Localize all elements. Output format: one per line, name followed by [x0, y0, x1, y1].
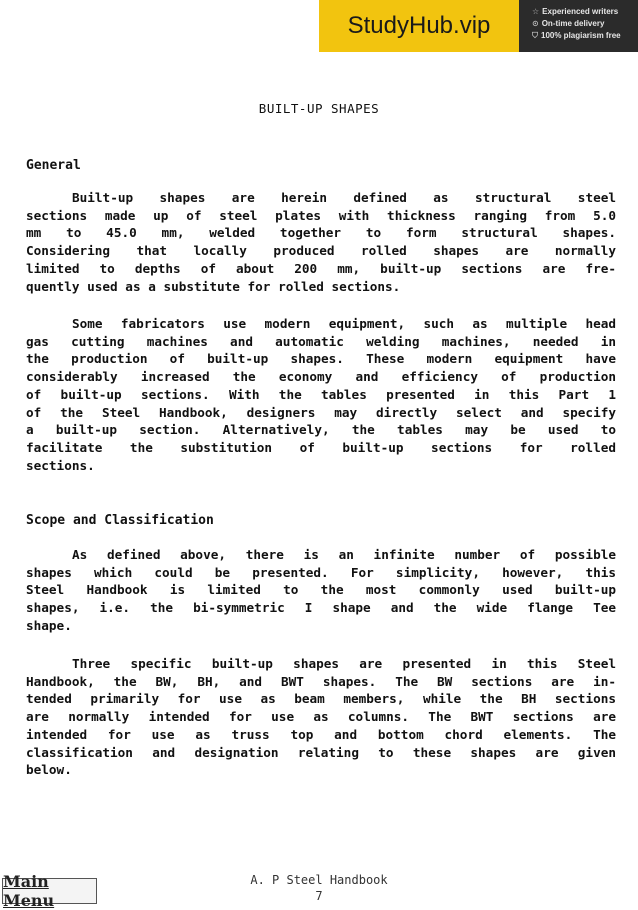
- paragraph-line: intended for use as truss top and bottom chord elements. The: [26, 726, 616, 742]
- star-icon: ☆: [532, 7, 540, 16]
- paragraph-3: [26, 546, 616, 635]
- feature-item: [532, 6, 638, 18]
- clock-icon: ⊙: [532, 19, 539, 28]
- feature-label: Experienced writers: [542, 7, 619, 16]
- shield-icon: ⛉: [532, 31, 538, 40]
- paragraph-line: shapes which could be presented. For simplicity, however, this: [26, 564, 616, 580]
- page-number: 7: [315, 889, 323, 903]
- feature-label: 100% plagiarism free: [541, 31, 621, 40]
- section-heading-scope: Scope and Classification: [26, 513, 214, 528]
- paragraph-line: of built-up sections. With the tables presented in this Part 1: [26, 386, 616, 402]
- paragraph-line: As defined above, there is an infinite number of possible: [72, 547, 616, 562]
- brand-logo[interactable]: StudyHub.vip: [319, 0, 522, 52]
- page-title: BUILT-UP SHAPES: [258, 101, 380, 116]
- paragraph-line: the production of built-up shapes. These modern equipment have: [26, 351, 616, 367]
- feature-item: [532, 30, 638, 42]
- paragraph-line: Three specific built-up shapes are presented in this Steel: [72, 656, 616, 671]
- main-menu-button[interactable]: Main Menu: [2, 878, 97, 904]
- paragraph-line: Some fabricators use modern equipment, such as multiple head: [72, 316, 616, 331]
- paragraph-line: classification and designation relating to these shapes are given: [26, 744, 616, 760]
- paragraph-line: Handbook, the BW, BH, and BWT shapes. The BW sections are in-: [26, 673, 616, 689]
- paragraph-line: Built-up shapes are herein defined as structural steel: [72, 190, 616, 205]
- paragraph-line: sections.: [26, 457, 95, 473]
- ad-banner[interactable]: [319, 0, 638, 52]
- paragraph-line: Considering that locally produced rolled shapes are normally: [26, 243, 616, 259]
- paragraph-line: quently used as a substitute for rolled sections.: [26, 278, 401, 294]
- paragraph-line: shape.: [26, 617, 72, 633]
- feature-label: On-time delivery: [541, 19, 605, 28]
- paragraph-4: [26, 655, 616, 779]
- paragraph-line: shapes, i.e. the bi-symmetric I shape and the wide flange Tee: [26, 600, 616, 616]
- paragraph-line: a built-up section. Alternatively, the tables may be used to: [26, 422, 616, 438]
- paragraph-line: below.: [26, 762, 72, 778]
- paragraph-1: [26, 189, 616, 295]
- paragraph-line: tended primarily for use as beam members, while the BH sections: [26, 691, 616, 707]
- feature-item: [532, 18, 638, 30]
- section-heading-general: General: [26, 158, 81, 173]
- paragraph-line: are normally intended for use as columns. The BWT sections are: [26, 709, 616, 725]
- paragraph-2: [26, 315, 616, 474]
- paragraph-line: sections made up of steel plates with thickness ranging from 5.0: [26, 207, 616, 223]
- paragraph-line: facilitate the substitution of built-up sections for rolled: [26, 439, 616, 455]
- paragraph-line: Steel Handbook is limited to the most commonly used built-up: [26, 582, 616, 598]
- paragraph-line: considerably increased the economy and efficiency of production: [26, 369, 616, 385]
- footer-title: A. P Steel Handbook: [250, 873, 388, 887]
- paragraph-line: mm to 45.0 mm, welded together to form structural shapes.: [26, 225, 616, 241]
- paragraph-line: limited to depths of about 200 mm, built-up sections are fre-: [26, 260, 616, 276]
- paragraph-line: of the Steel Handbook, designers may directly select and specify: [26, 404, 616, 420]
- feature-list: [522, 0, 638, 52]
- paragraph-line: gas cutting machines and automatic welding machines, needed in: [26, 333, 616, 349]
